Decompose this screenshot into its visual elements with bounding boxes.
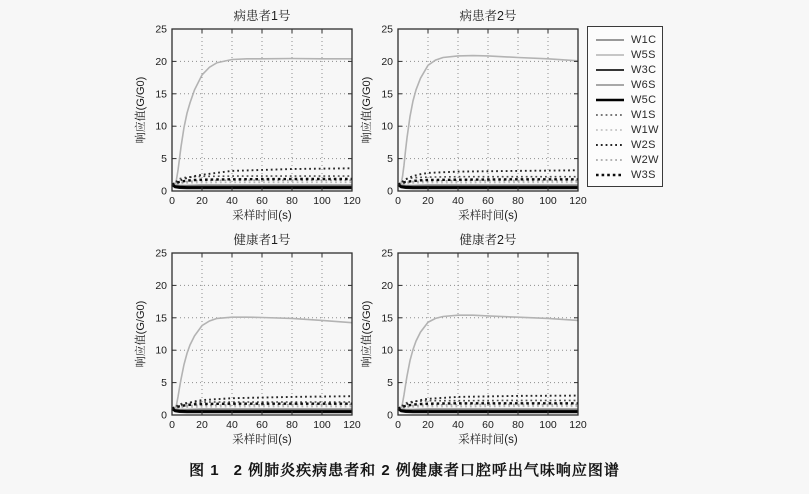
y-axis-label: 响应值(G/G0)	[361, 300, 373, 368]
x-tick-label: 40	[226, 195, 238, 207]
legend-item-W5C	[595, 92, 662, 107]
x-tick-label: 40	[452, 195, 464, 207]
y-tick-label: 20	[155, 55, 167, 68]
chart-title: 健康者1号	[233, 233, 291, 247]
legend-item-W6S	[595, 77, 662, 92]
legend-item-W1S	[595, 107, 662, 122]
chart-title: 健康者2号	[459, 233, 517, 247]
chart-svg	[134, 5, 374, 229]
legend-label: W1W	[631, 123, 659, 136]
x-tick-label: 60	[256, 419, 268, 431]
chart-title: 病患者1号	[233, 9, 291, 23]
legend-item-W5S	[595, 47, 662, 62]
x-tick-label: 0	[169, 419, 175, 431]
legend-label: W5C	[631, 93, 657, 106]
y-tick-label: 25	[155, 247, 167, 260]
x-tick-label: 100	[539, 419, 557, 431]
x-tick-label: 80	[286, 419, 298, 431]
series-line-W2W	[172, 180, 352, 184]
subplot-healthy-1	[134, 229, 374, 453]
x-tick-label: 60	[256, 195, 268, 207]
legend-item-W3C	[595, 62, 662, 77]
x-tick-label: 60	[482, 419, 494, 431]
y-tick-label: 15	[381, 312, 393, 325]
y-tick-label: 15	[381, 88, 393, 101]
y-tick-label: 5	[387, 153, 393, 166]
x-tick-label: 0	[395, 195, 401, 207]
y-tick-label: 0	[387, 409, 393, 422]
x-tick-label: 0	[169, 195, 175, 207]
x-tick-label: 80	[286, 195, 298, 207]
legend-line-W5C	[595, 95, 625, 105]
x-tick-label: 120	[569, 419, 587, 431]
x-tick-label: 0	[395, 419, 401, 431]
legend-line-W3C	[595, 65, 625, 75]
legend-line-W6S	[595, 80, 625, 90]
y-tick-label: 10	[381, 344, 393, 357]
y-tick-label: 15	[155, 312, 167, 325]
y-tick-label: 10	[155, 344, 167, 357]
legend-item-W1C	[595, 32, 662, 47]
legend-line-W1S	[595, 110, 625, 120]
subplot-patient-2	[360, 5, 600, 229]
series-line-W3S	[172, 404, 352, 409]
figure-caption-text: 2 例肺炎疾病患者和 2 例健康者口腔呼出气味响应图谱	[233, 462, 620, 479]
y-tick-label: 5	[387, 377, 393, 390]
series-line-W5S	[172, 317, 352, 409]
y-tick-label: 0	[161, 185, 167, 198]
legend-line-W5S	[595, 50, 625, 60]
y-tick-label: 10	[155, 120, 167, 133]
legend-label: W5S	[631, 48, 656, 61]
x-tick-label: 80	[512, 419, 524, 431]
series-line-W1W	[398, 406, 578, 408]
legend-label: W3C	[631, 63, 657, 76]
legend-label: W1C	[631, 33, 657, 46]
y-tick-label: 25	[381, 247, 393, 260]
series-line-W1C	[398, 185, 578, 186]
chart-svg	[360, 5, 600, 229]
legend	[587, 26, 663, 187]
legend-label: W2S	[631, 138, 656, 151]
chart-title: 病患者2号	[459, 9, 517, 23]
legend-line-W2S	[595, 140, 625, 150]
x-tick-label: 100	[539, 195, 557, 207]
chart-svg	[360, 229, 600, 453]
x-tick-label: 40	[226, 419, 238, 431]
y-tick-label: 0	[161, 409, 167, 422]
y-tick-label: 25	[155, 23, 167, 36]
x-tick-label: 120	[343, 419, 361, 431]
x-tick-label: 20	[422, 419, 434, 431]
subplot-healthy-2	[360, 229, 600, 453]
x-axis-label: 采样时间(s)	[458, 434, 518, 446]
y-axis-label: 响应值(G/G0)	[361, 76, 373, 144]
x-tick-label: 20	[422, 195, 434, 207]
legend-item-W3S	[595, 167, 662, 182]
y-tick-label: 20	[381, 279, 393, 292]
x-tick-label: 40	[452, 419, 464, 431]
y-tick-label: 0	[387, 185, 393, 198]
y-tick-label: 15	[155, 88, 167, 101]
series-line-W1W	[172, 407, 352, 409]
legend-line-W1C	[595, 35, 625, 45]
y-tick-label: 25	[381, 23, 393, 36]
x-tick-label: 80	[512, 195, 524, 207]
y-tick-label: 5	[161, 377, 167, 390]
y-tick-label: 20	[155, 279, 167, 292]
y-tick-label: 20	[381, 55, 393, 68]
legend-line-W1W	[595, 125, 625, 135]
legend-label: W3S	[631, 168, 656, 181]
x-tick-label: 120	[343, 195, 361, 207]
legend-line-W2W	[595, 155, 625, 165]
figure-caption-number: 图 1	[189, 462, 220, 479]
series-line-W1W	[398, 182, 578, 184]
y-axis-label: 响应值(G/G0)	[135, 300, 147, 368]
subplot-patient-1	[134, 5, 374, 229]
x-tick-label: 20	[196, 195, 208, 207]
x-tick-label: 100	[313, 195, 331, 207]
y-tick-label: 10	[381, 120, 393, 133]
figure-caption	[0, 459, 809, 480]
x-axis-label: 采样时间(s)	[232, 434, 292, 446]
y-tick-label: 5	[161, 153, 167, 166]
series-line-W1C	[172, 409, 352, 410]
x-tick-label: 60	[482, 195, 494, 207]
x-axis-label: 采样时间(s)	[458, 210, 518, 222]
series-line-W1W	[172, 182, 352, 184]
chart-svg	[134, 229, 374, 453]
x-tick-label: 100	[313, 419, 331, 431]
legend-label: W2W	[631, 153, 659, 166]
legend-label: W1S	[631, 108, 656, 121]
legend-line-W3S	[595, 170, 625, 180]
series-line-W1C	[398, 409, 578, 410]
x-tick-label: 20	[196, 419, 208, 431]
legend-item-W1W	[595, 122, 662, 137]
legend-item-W2S	[595, 137, 662, 152]
legend-label: W6S	[631, 78, 656, 91]
x-tick-label: 120	[569, 195, 587, 207]
y-axis-label: 响应值(G/G0)	[135, 76, 147, 144]
legend-item-W2W	[595, 152, 662, 167]
x-axis-label: 采样时间(s)	[232, 210, 292, 222]
series-line-W1C	[172, 185, 352, 186]
